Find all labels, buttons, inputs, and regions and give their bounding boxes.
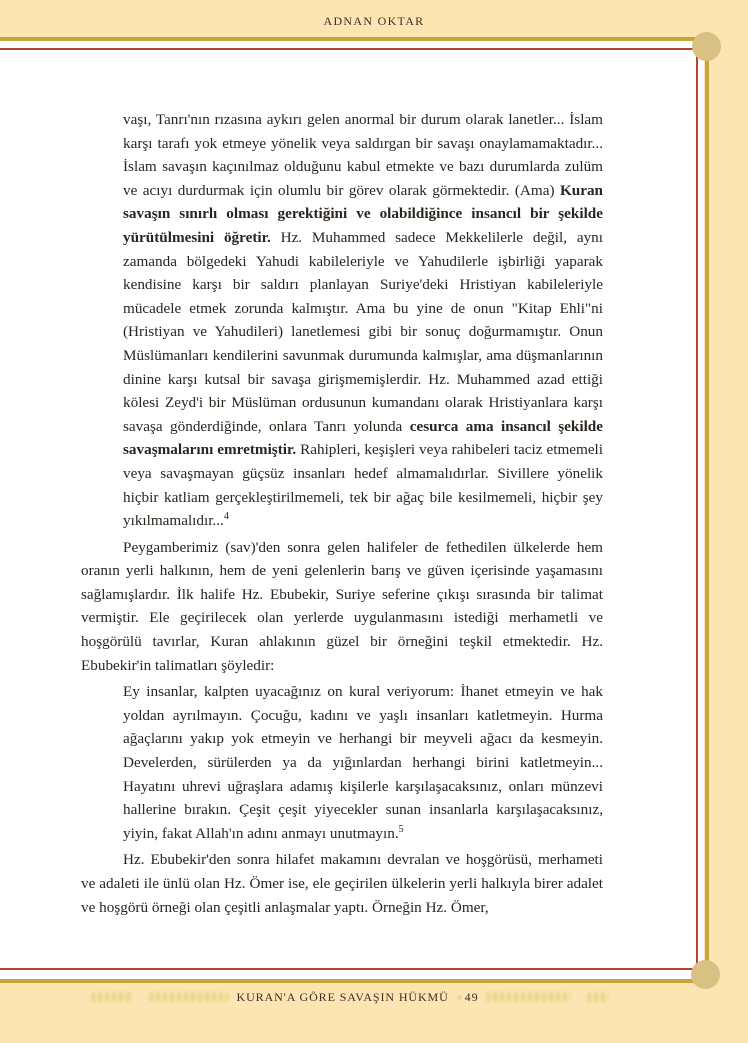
quote1-text-1: vaşı, Tanrı'nın rızasına aykırı gelen anormal bir durum olarak lanetler... İslam karşı tarafı yok etmeye yönelik veya saldırgan bir savaşı onaylamamaktadır... İslam savaşın kaçınılmaz olduğunu kabul etmekte ve bazı durumlarda zulüm ve acıyı durdurmak için olumlu bir görev olarak görmektedir. (Ama) <box>123 111 603 199</box>
running-footer <box>40 985 660 1009</box>
quote1-bold-2: cesurca ama insancıl şekilde savaşmalarını emretmiştir. <box>123 417 603 459</box>
bottom-gold-rule <box>0 979 706 983</box>
block-quote-2 <box>81 680 603 845</box>
footer-chapter-title: KURAN'A GÖRE SAVAŞIN HÜKMÜ <box>236 989 449 1004</box>
footnote-ref-4[interactable]: 4 <box>223 511 229 523</box>
body-text <box>81 108 603 919</box>
page-number-bullet-icon <box>457 995 462 1000</box>
right-gold-rule <box>705 46 709 980</box>
right-red-rule <box>696 48 698 970</box>
quote1-text-3: Rahipleri, keşişleri veya rahibeleri taciz etmemeli veya savaşmayan güçsüz insanları hedef almamalıdırlar. Sivillere yönelik hiçbir katliam gerçekleştirilmemeli, tek bir ağaç bile kesilmemeli, hiçbir şey yıkılmamalıdır... <box>123 441 603 530</box>
bottom-red-rule <box>0 968 697 970</box>
paragraph-2: Hz. Ebubekir'den sonra hilafet makamını devralan ve hoşgörüsü, merhameti ve adaleti ile ünlü olan Hz. Ömer ise, ele geçirilen ülkelerin yerli halkıyla birer adalet ve hoşgörü örneği olan çeşitli anlaşmalar yaptı. Örneğin Hz. Ömer, <box>81 851 603 916</box>
running-header-title: ADNAN OKTAR <box>323 14 425 28</box>
quote1-text-2: Hz. Muhammed sadece Mekkelilerle değil, aynı zamanda bölgedeki Yahudi kabileleriyle ve Yahudilerle işbirliği yaparak kendisine karşı bir saldırı planlayan Suriye'deki Hristiyan kabileleriyle mücadele etmek zorunda kalmıştır. Ama bu yine de onun "Kitap Ehli"ni (Hristiyan ve Yahudileri) lanetlemesi gibi bir sonuç doğurmamıştır. Onun Müslümanları kendilerini savunmak durumunda kalmışlar, ama düşmanlarının dinine karşı kutsal bir savaşa girişmemişlerdir. Hz. Muhammed azad ettiği kölesi Zeyd'i bir Müslüman ordusunun kumandanı olarak Hristiyanlara karşı savaşa gönderdiğinde, onlara Tanrı yolunda <box>123 228 603 435</box>
footer-ornament-right-1 <box>486 992 571 1002</box>
footer-ornament-right-2 <box>587 992 609 1002</box>
footer-ornament-left-2 <box>149 992 229 1002</box>
quote2-text: Ey insanlar, kalpten uyacağınız on kural veriyorum: İhanet etmeyin ve hak yoldan ayrılmayın. Çocuğu, kadını ve yaşlı insanları katletmeyin. Hurma ağaçlarını yakıp yok etmeyin ve herhangi bir meyveli ağacı da kesmeyin. Develerden, sürülerden ya da yığınlardan herhangi birini katletmeyin... Hayatını uhrevi uğraşlara adamış kişilerle karşılaşacaksınız, onları münzevi hallerine bırakın. Çeşit çeşit yiyecekler sunan insanlarla karşılaşacaksınız, yiyin, fakat Allah'ın adını anmayı unutmayın. <box>123 683 603 842</box>
top-gold-rule <box>0 37 706 41</box>
top-red-rule <box>0 48 697 50</box>
paragraph-1: Peygamberimiz (sav)'den sonra gelen halifeler de fethedilen ülkelerde hem oranın yerli halkının, hem de yeni gelenlerin barış ve güven içerisinde yaşamasını sağlamışlardır. İlk halife Hz. Ebubekir, Suriye seferine çıkışı sırasında bir talimat vermiştir. Ele geçirilecek olan yerlerde uygulanmasını istediği merhametli ve hoşgörülü tavırlar, Kuran ahlakının güzel bir örneğini teşkil etmektedir. Hz. Ebubekir'in talimatları şöyledir: <box>81 538 603 674</box>
page-number: 49 <box>464 989 479 1004</box>
block-quote-1 <box>81 108 603 533</box>
footer-ornament-left-1 <box>91 992 133 1002</box>
bottom-right-corner-ornament <box>691 960 720 989</box>
quote1-bold-1: Kuran savaşın sınırlı olması gerektiğini ve olabildiğince insancıl bir şekilde yürütülmesini öğretir. <box>123 181 603 246</box>
top-right-corner-ornament <box>692 32 721 61</box>
footnote-ref-5[interactable]: 5 <box>398 823 404 835</box>
